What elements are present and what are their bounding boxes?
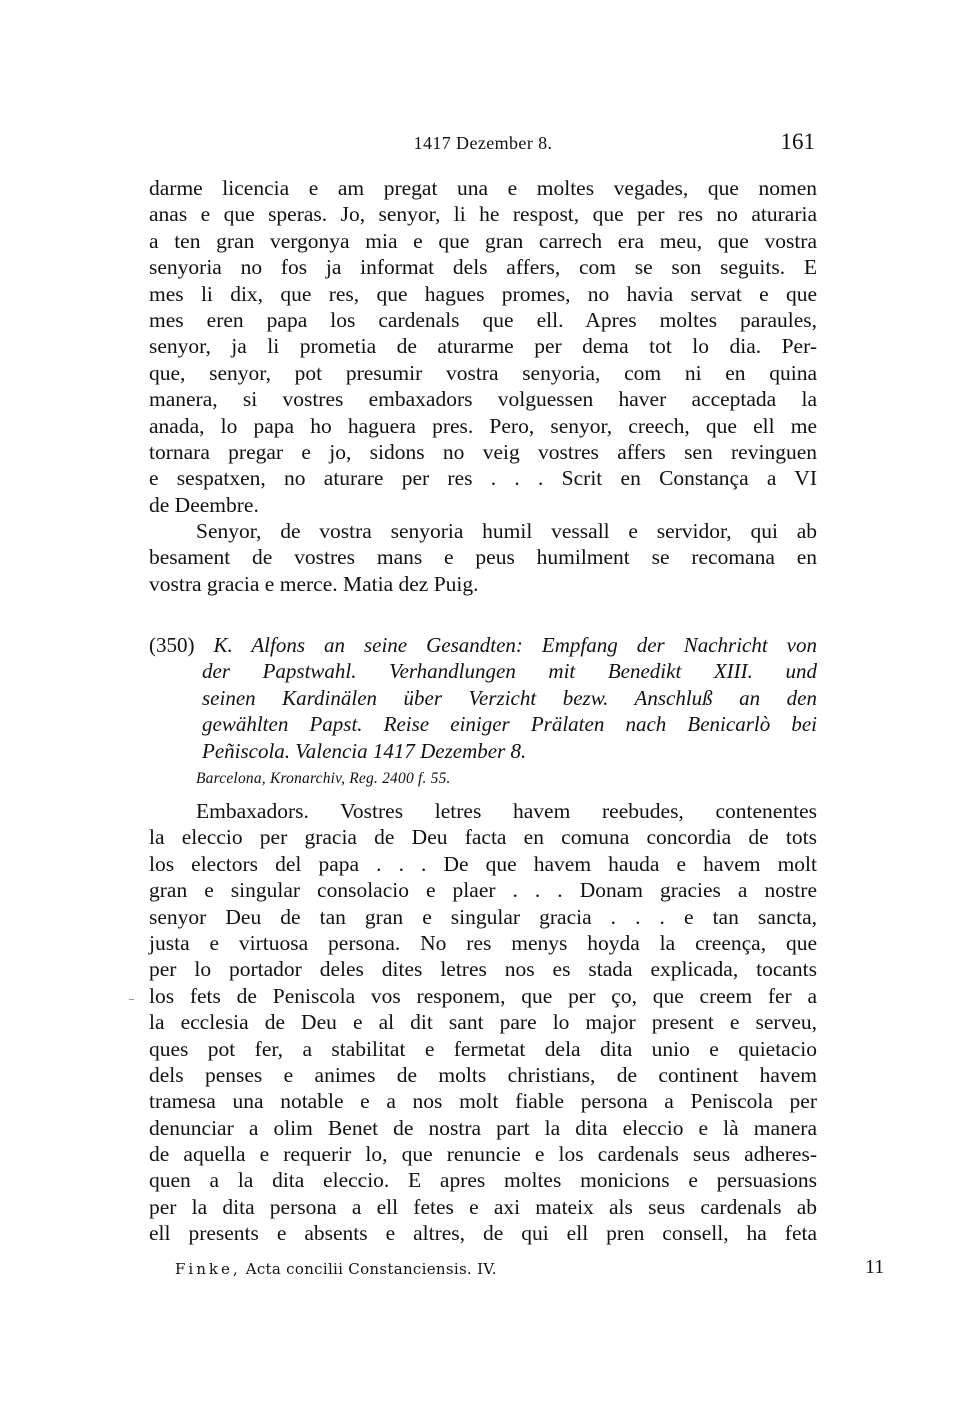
heading-text: K. Alfons an seine Gesandten: Empfang der Nachricht von [213,633,817,657]
text-line: senyor Deu de tan gran e singular gracia . . . e tan sancta, [149,904,817,929]
text-line: Embaxadors. Vostres letres havem reebudes, contenentes [196,799,817,823]
signature-mark: 11 [865,1256,885,1278]
heading-line: seinen Kardinälen über Verzicht bezw. Anschluß an den [202,685,817,710]
letter-text-block [149,175,817,597]
text-line: denunciar a olim Benet de nostra part la dita eleccio e là manera [149,1115,817,1140]
heading-line: der Papstwahl. Verhandlungen mit Benedikt XIII. und [202,659,817,684]
text-line: gran e singular consolacio e plaer . . . Donam gracies a nostre [149,878,817,903]
text-line: justa e virtuosa persona. No res menys hoyda la creença, que [149,930,817,955]
text-line: de Deembre. [149,492,259,517]
text-line: dels penses e animes de molts christians, de continent havem [149,1062,817,1087]
text-line: senyor, ja li prometia de aturarme per dema tot lo dia. Per- [149,334,817,359]
text-line: mes li dix, que res, que hagues promes, no havia servat e que [149,281,817,306]
document-text-block [149,798,817,1247]
text-line: ell presents e absents e altres, de qui ell pren consell, ha feta [149,1221,817,1246]
margin-mark [129,999,134,1000]
page-number: 161 [780,129,815,154]
text-line: la eleccio per gracia de Deu facta en comuna concordia de tots [149,825,817,850]
page-footer [149,1256,885,1280]
text-line: la ecclesia de Deu e al dit sant pare lo major present e serveu, [149,1010,817,1035]
text-line: e sespatxen, no aturare per res . . . Scrit en Constança a VI [149,466,817,491]
text-line: tramesa una notable e a nos molt fiable persona a Peniscola per [149,1089,817,1114]
footer-author: Finke, [175,1260,241,1278]
heading-line: gewählten Papst. Reise einiger Prälaten nach Benicarlò bei [202,712,817,737]
text-line: darme licencia e am pregat una e moltes vegades, que nomen [149,176,817,200]
archival-source: Barcelona, Kronarchiv, Reg. 2400 f. 55. [196,770,451,787]
footer-work: Acta concilii Constanciensis. IV. [245,1260,497,1278]
text-line: per la dita persona a ell fetes e axi mateix als seus cardenals ab [149,1194,817,1219]
text-line: senyoria no fos ja informat dels affers, com se son seguits. E [149,255,817,280]
text-line: de aquella e requerir lo, que renuncie e los cardenals seus adheres- [149,1142,817,1167]
text-line: a ten gran vergonya mia e que gran carrech era meu, que vostra [149,228,817,253]
text-line: los electors del papa . . . De que havem hauda e havem molt [149,851,817,876]
running-header [149,127,817,163]
text-line: anas e que speras. Jo, senyor, li he respost, que per res no aturaria [149,202,817,227]
document-heading [149,632,817,764]
header-date: 1417 Dezember 8. [413,133,553,153]
text-line: per lo portador deles dites letres nos es stada explicada, tocants [149,957,817,982]
text-line: los fets de Peniscola vos responem, que per ço, que creem fer a [149,983,817,1008]
text-line: manera, si vostres embaxadors volguessen haver acceptada la [149,387,817,412]
text-line: Senyor, de vostra senyoria humil vessall e servidor, qui ab [196,519,817,544]
text-line: tornara pregar e jo, sidons no veig vostres affers sen revinguen [149,439,817,464]
document-number: (350) [149,633,195,657]
heading-line [149,632,817,658]
text-line: besament de vostres mans e peus humilment se recomana en [149,545,817,570]
heading-line: Peñiscola. Valencia 1417 Dezember 8. [202,738,527,763]
text-line: anada, lo papa ho haguera pres. Pero, senyor, creech, que ell me [149,413,817,438]
text-line: quen a la dita eleccio. E apres moltes monicions e persuasions [149,1168,817,1193]
footer-citation [175,1260,497,1278]
text-line: vostra gracia e merce. Matia dez Puig. [149,571,479,596]
text-line: mes eren papa los cardenals que ell. Apres moltes paraules, [149,307,817,332]
text-line: ques pot fer, a stabilitat e fermetat dela dita unio e quietacio [149,1036,817,1061]
text-line: que, senyor, pot presumir vostra senyoria, com ni en quina [149,360,817,385]
